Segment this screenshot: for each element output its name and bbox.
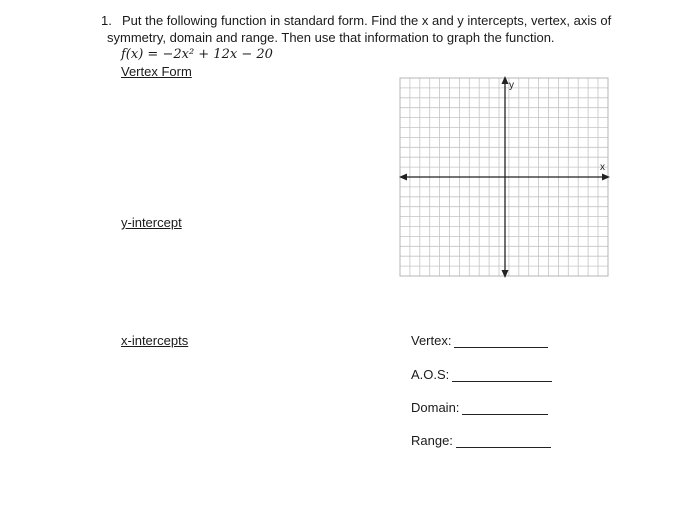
question-number: 1. <box>101 13 112 28</box>
vertex-field[interactable] <box>411 333 548 348</box>
domain-answer-line[interactable] <box>462 401 548 415</box>
vertex-form-heading: Vertex Form <box>121 64 192 79</box>
aos-field[interactable] <box>411 367 552 382</box>
aos-answer-line[interactable] <box>452 368 552 382</box>
y-axis-bottom-arrow <box>502 270 509 278</box>
domain-field[interactable] <box>411 400 548 415</box>
domain-label: Domain: <box>411 400 460 415</box>
vertex-answer-line[interactable] <box>454 334 548 348</box>
vertex-label: Vertex: <box>411 333 452 348</box>
y-axis-top-arrow <box>502 76 509 84</box>
x-intercepts-heading: x-intercepts <box>121 333 189 348</box>
coordinate-grid[interactable] <box>396 74 612 280</box>
function-equation: f(x) = −2x² + 12x − 20 <box>121 47 273 62</box>
question-text-line-2: symmetry, domain and range. Then use that information to graph the function. <box>107 30 555 45</box>
range-field[interactable] <box>411 433 551 448</box>
range-label: Range: <box>411 433 453 448</box>
range-answer-line[interactable] <box>456 434 551 448</box>
question-text-line-1: Put the following function in standard form. Find the x and y intercepts, vertex, axis of <box>122 13 612 28</box>
y-intercept-heading: y-intercept <box>121 215 182 230</box>
x-axis-right-arrow <box>602 174 610 181</box>
aos-label: A.O.S: <box>411 367 450 382</box>
y-axis-label: y <box>509 80 514 91</box>
x-axis-label: x <box>600 162 605 173</box>
